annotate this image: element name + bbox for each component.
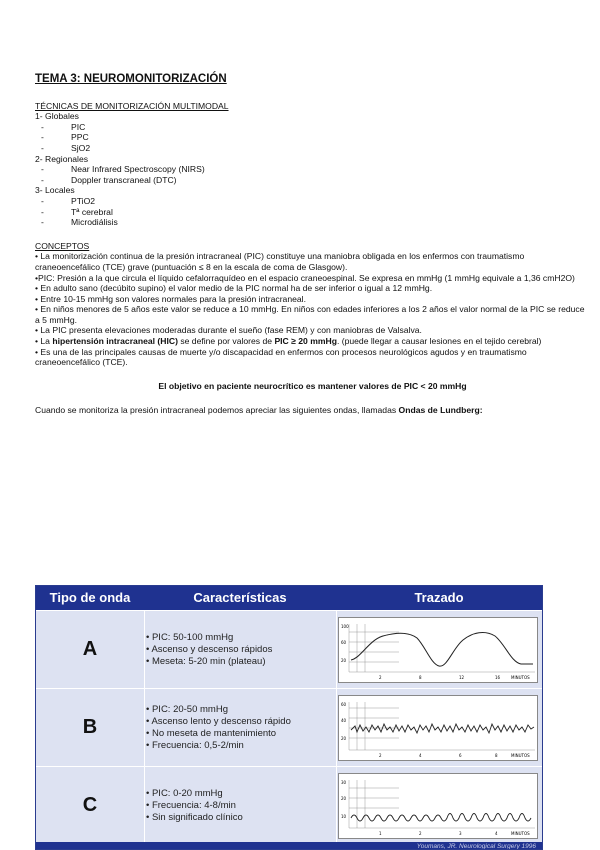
list-item: - SjO2	[41, 142, 91, 153]
list-item: - PIC	[41, 121, 86, 132]
concept-paragraph: • La monitorización continua de la presión intracraneal (PIC) constituye una maniobra obligada en los enfermos con traumatismo craneoencefálico (TCE) grave (puntuación ≤ 8 en la escala de coma de Glasgow).	[35, 251, 525, 272]
wave-type-label: A	[82, 638, 98, 660]
waves-intro: Cuando se monitoriza la presión intracraneal podemos apreciar las siguientes ondas, llamadas Ondas de Lundberg:	[35, 405, 483, 416]
header-characteristics: Características	[193, 590, 287, 605]
svg-text:8: 8	[419, 675, 422, 680]
svg-text:30: 30	[341, 780, 347, 785]
svg-text:3: 3	[459, 831, 462, 836]
wave-a-trace	[338, 617, 538, 683]
header-trace: Trazado	[414, 590, 464, 605]
svg-text:8: 8	[495, 753, 498, 758]
concepts-heading: CONCEPTOS	[35, 240, 90, 251]
svg-text:6: 6	[459, 753, 462, 758]
svg-text:4: 4	[419, 753, 422, 758]
wave-type-label: B	[82, 716, 98, 738]
list-item: - Doppler transcraneal (DTC)	[41, 174, 177, 185]
wave-features: • PIC: 20-50 mmHg • Ascenso lento y descenso rápido • No meseta de mantenimiento • Frecuencia: 0,5-2/min	[146, 703, 291, 751]
svg-text:100: 100	[341, 624, 349, 629]
table-row	[36, 688, 542, 766]
svg-text:60: 60	[341, 640, 347, 645]
document-body	[35, 74, 590, 416]
lundberg-waves-table	[35, 585, 543, 850]
svg-text:16: 16	[495, 675, 501, 680]
technique-group	[35, 154, 590, 186]
concept-paragraph: • En adulto sano (decúbito supino) el valor medio de la PIC normal ha de ser inferior o igual a 12 mmHg.	[35, 283, 433, 294]
svg-text:2: 2	[419, 831, 422, 836]
concept-paragraph: • En niños menores de 5 años este valor se reduce a 10 mmHg. En niños con edades inferiores a los 2 años el valor normal de la PIC se reduce a 5 mmHg.	[35, 304, 585, 325]
svg-text:20: 20	[341, 736, 347, 741]
table-source-bar	[36, 842, 542, 850]
svg-text:MINUTOS: MINUTOS	[511, 753, 530, 758]
table-source: Youmans, JR. Neurological Surgery 1996	[416, 843, 536, 850]
svg-text:1: 1	[379, 831, 382, 836]
group-label: 1- Globales	[35, 111, 79, 122]
table-header	[36, 586, 542, 610]
concept-paragraph: •PIC: Presión a la que circula el líquido cefalorraquídeo en el espacio craneoespinal. Se expresa en mmHg (1 mmHg equivale a 1,36 cmH2O)	[35, 272, 575, 283]
concept-paragraph: • Es una de las principales causas de muerte y/o discapacidad en enfermos con procesos neurológicos agudos y en traumatismo craneoencefálico (TCE).	[35, 346, 527, 368]
concept-paragraph-hic: • La hipertensión intracraneal (HIC) se define por valores de PIC ≥ 20 mmHg. (puede llegar a causar lesiones en el tejido cerebral)	[35, 336, 542, 347]
technique-group	[35, 185, 590, 227]
svg-text:2: 2	[379, 675, 382, 680]
key-objective: El objetivo en paciente neurocrítico es mantener valores de PIC < 20 mmHg	[158, 380, 467, 391]
list-item: - PPC	[41, 132, 89, 143]
techniques-heading: TÉCNICAS DE MONITORIZACIÓN MULTIMODAL	[35, 100, 229, 111]
svg-text:10: 10	[341, 814, 347, 819]
wave-b-trace	[338, 695, 538, 761]
concept-paragraph: • La PIC presenta elevaciones moderadas durante el sueño (fase REM) y con maniobras de Valsalva.	[35, 325, 422, 336]
svg-text:2: 2	[379, 753, 382, 758]
list-item: - Tª cerebral	[41, 206, 113, 217]
wave-c-trace	[338, 773, 538, 839]
group-label: 3- Locales	[35, 185, 75, 196]
table-row	[36, 610, 542, 688]
svg-text:12: 12	[459, 675, 465, 680]
concept-paragraph: • Entre 10-15 mmHg son valores normales para la presión intracraneal.	[35, 293, 306, 304]
svg-text:MINUTOS: MINUTOS	[511, 831, 530, 836]
svg-text:60: 60	[341, 702, 347, 707]
techniques-list	[35, 111, 590, 228]
svg-text:40: 40	[341, 718, 347, 723]
svg-text:20: 20	[341, 796, 347, 801]
wave-features: • PIC: 0-20 mmHg • Frecuencia: 4-8/min • Sin significado clínico	[146, 787, 243, 823]
svg-text:MINUTOS: MINUTOS	[511, 675, 530, 680]
wave-type-label: C	[82, 794, 98, 816]
technique-group	[35, 111, 590, 153]
list-item: - Near Infrared Spectroscopy (NIRS)	[41, 164, 205, 175]
header-wave-type: Tipo de onda	[49, 590, 131, 605]
list-item: - PTiO2	[41, 195, 96, 206]
page-title: TEMA 3: NEUROMONITORIZACIÓN	[35, 73, 227, 85]
group-label: 2- Regionales	[35, 153, 89, 164]
svg-text:4: 4	[495, 831, 498, 836]
table-row	[36, 766, 542, 844]
wave-features: • PIC: 50-100 mmHg • Ascenso y descenso rápidos • Meseta: 5-20 min (plateau)	[146, 631, 273, 667]
svg-text:20: 20	[341, 658, 347, 663]
list-item: - Microdiálisis	[41, 217, 118, 228]
